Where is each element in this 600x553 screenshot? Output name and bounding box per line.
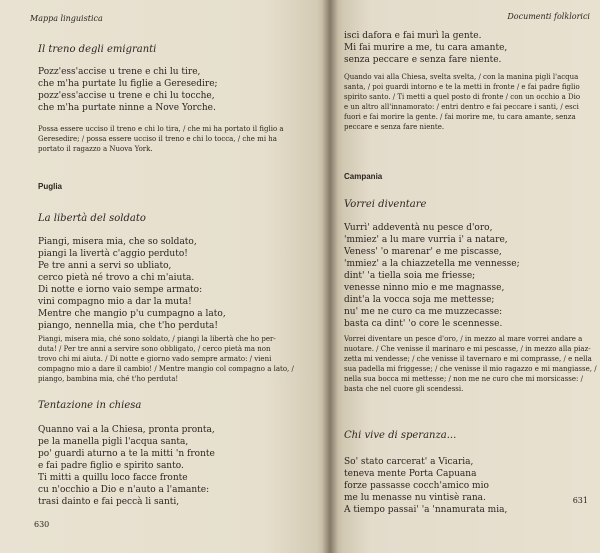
translation-line: Geresedire; / possa essere ucciso il treno e chi lo tocca, / che mi ha (38, 135, 277, 143)
poem-title: Tentazione in chiesa (38, 400, 142, 411)
poem-verse (344, 222, 520, 330)
verse-line: pozz'ess'accise u trene e chi lu tocche, (38, 91, 215, 101)
verse-line: e fai padre figlio e spirito santo. (38, 461, 184, 471)
poem-translation (344, 72, 580, 132)
verse-line: forze passasse cocch'amico mio (344, 481, 489, 491)
verse-line: A tiempo passai' 'a 'nnamurata mia, (344, 505, 508, 515)
verse-line: Pe tre anni a servi so ubliato, (38, 261, 172, 271)
verse-line: 'mmiez' a la chiazzetella me vennesse; (344, 259, 520, 269)
verse-line: Piangi, misera mia, che so soldato, (38, 237, 197, 247)
poem-verse (344, 456, 507, 516)
verse-line: cu n'occhio a Dio e n'auto a l'amante: (38, 485, 210, 495)
poem-translation (38, 124, 284, 154)
verse-line: nu' me ne curo ca me muzzecasse: (344, 307, 503, 317)
region-heading: Puglia (38, 182, 63, 191)
verse-line: Ti mitti a quillu loco facce fronte (38, 473, 188, 483)
translation-line: duta! / Per tre anni a servire sono obbligato, / cerco pietà ma non (38, 345, 271, 353)
poem-verse (38, 424, 215, 508)
translation-line: piango, bambina mia, ché t'ho perduta! (38, 375, 179, 383)
translation-line: trovo chi mi aiuta. / Di notte e giorno vado sempre armato: / vieni (38, 355, 272, 363)
translation-line: compagno mio a dare il cambio! / Mentre mangio col compagno a lato, / (38, 365, 294, 373)
verse-line: Di notte e iorno vaio sempe armato: (38, 285, 203, 295)
translation-line: nuotare. / Che venisse il marinaro e mi pescasse, / in mezzo alla piaz- (344, 345, 591, 353)
verse-line: Vurrì' addeventà nu pesce d'oro, (344, 223, 493, 233)
poem-verse (38, 236, 226, 332)
verse-line: Pozz'ess'accise u trene e chi lu tire, (38, 67, 201, 77)
verse-line: teneva mente Porta Capuana (344, 469, 477, 479)
translation-line: Quando vai alla Chiesa, svelta svelta, / con la manina pigli l'acqua (344, 73, 579, 81)
verse-line: piango, nennella mia, che t'ho perduta! (38, 321, 218, 331)
verse-line: isci dafora e fai murì la gente. (344, 31, 482, 41)
translation-line: spirito santo. / Ti metti a quel posto di fronte / con un occhio a Dio (344, 93, 581, 101)
verse-line: dint' 'a tiella soia me friesse; (344, 271, 476, 281)
verse-line: So' stato carcerat' a Vicaria, (344, 457, 474, 467)
verse-line: me lu menasse nu vintisè rana. (344, 493, 486, 503)
running-head: Documenti folklorici (507, 12, 590, 21)
translation-line: Vorrei diventare un pesce d'oro, / in mezzo al mare vorrei andare a (344, 335, 583, 343)
running-head: Mappa linguistica (30, 14, 103, 23)
verse-line: vini compagno mio a dar la muta! (38, 297, 192, 307)
poem-verse (344, 30, 507, 66)
verse-line: Mentre che mangio p'u cumpagno a lato, (38, 309, 226, 319)
verse-line: Quanno vai a la Chiesa, pronta pronta, (38, 425, 215, 435)
verse-line: venesse ninno mio e me magnasse, (344, 283, 505, 293)
translation-line: portato il ragazzo a Nuova York. (38, 145, 153, 153)
translation-line: nella sua bocca mi mettesse; / non me ne curo che mi morsicasse: / (344, 375, 583, 383)
page-number: 631 (572, 496, 588, 505)
verse-line: che m'ha purtate ninne a Nove Yorche. (38, 103, 216, 113)
poem-translation (38, 334, 294, 384)
verse-line: 'mmiez' a lu mare vurria i' a natare, (344, 235, 508, 245)
verse-line: dint'a la vocca soja me mettesse; (344, 295, 495, 305)
translation-line: santa, / poi guardi intorno e te la metti in fronte / e fai padre figlio (344, 83, 580, 91)
verse-line: piangi la livertà c'aggio perduto! (38, 249, 188, 259)
translation-line: Possa essere ucciso il treno e chi lo tira, / che mi ha portato il figlio a (38, 125, 284, 133)
translation-line: e un altro all'innamorato: / entri dentro e fai peccare i santi, / esci (344, 103, 579, 111)
translation-line: peccare e senza fare niente. (344, 123, 445, 131)
poem-title: La libertà del soldato (38, 213, 146, 224)
page-number: 630 (34, 520, 50, 529)
poem-translation (344, 334, 597, 394)
poem-verse (38, 66, 218, 114)
translation-line: Piangi, misera mia, ché sono soldato, / piangi la libertà che ho per- (38, 335, 276, 343)
translation-line: basta che nel cuore gli scendessi. (344, 385, 464, 393)
verse-line: po' guardi aturno a te la mitti 'n fronte (38, 449, 215, 459)
book-gutter-shadow (322, 0, 338, 553)
verse-line: trasi dainto e fai peccà li santi, (38, 497, 180, 507)
verse-line: basta ca dint' 'o core le scennesse. (344, 319, 503, 329)
translation-line: sua padella mi friggesse; / che venisse il mio ragazzo e mi mangiasse, / (344, 365, 597, 373)
poem-title: Il treno degli emigranti (38, 44, 157, 55)
verse-line: cerco pietà né trovo a chi m'aiuta. (38, 273, 195, 283)
poem-title: Chi vive di speranza... (344, 430, 457, 441)
translation-line: zetta mi vendesse; / che venisse il tavernaro e mi comprasse, / e nella (344, 355, 592, 363)
verse-line: senza peccare e senza fare niente. (344, 55, 502, 65)
verse-line: Mi fai murire a me, tu cara amante, (344, 43, 508, 53)
verse-line: pe la manella pigli l'acqua santa, (38, 437, 189, 447)
right-page (330, 0, 600, 553)
poem-title: Vorrei diventare (344, 199, 427, 210)
translation-line: fuori e fai morire la gente. / fai morire me, tu cara amante, senza (344, 113, 576, 121)
region-heading: Campania (344, 172, 383, 181)
verse-line: Veness' 'o marenar' e me piscasse, (344, 247, 502, 257)
verse-line: che m'ha purtate lu figlie a Geresedire; (38, 79, 218, 89)
